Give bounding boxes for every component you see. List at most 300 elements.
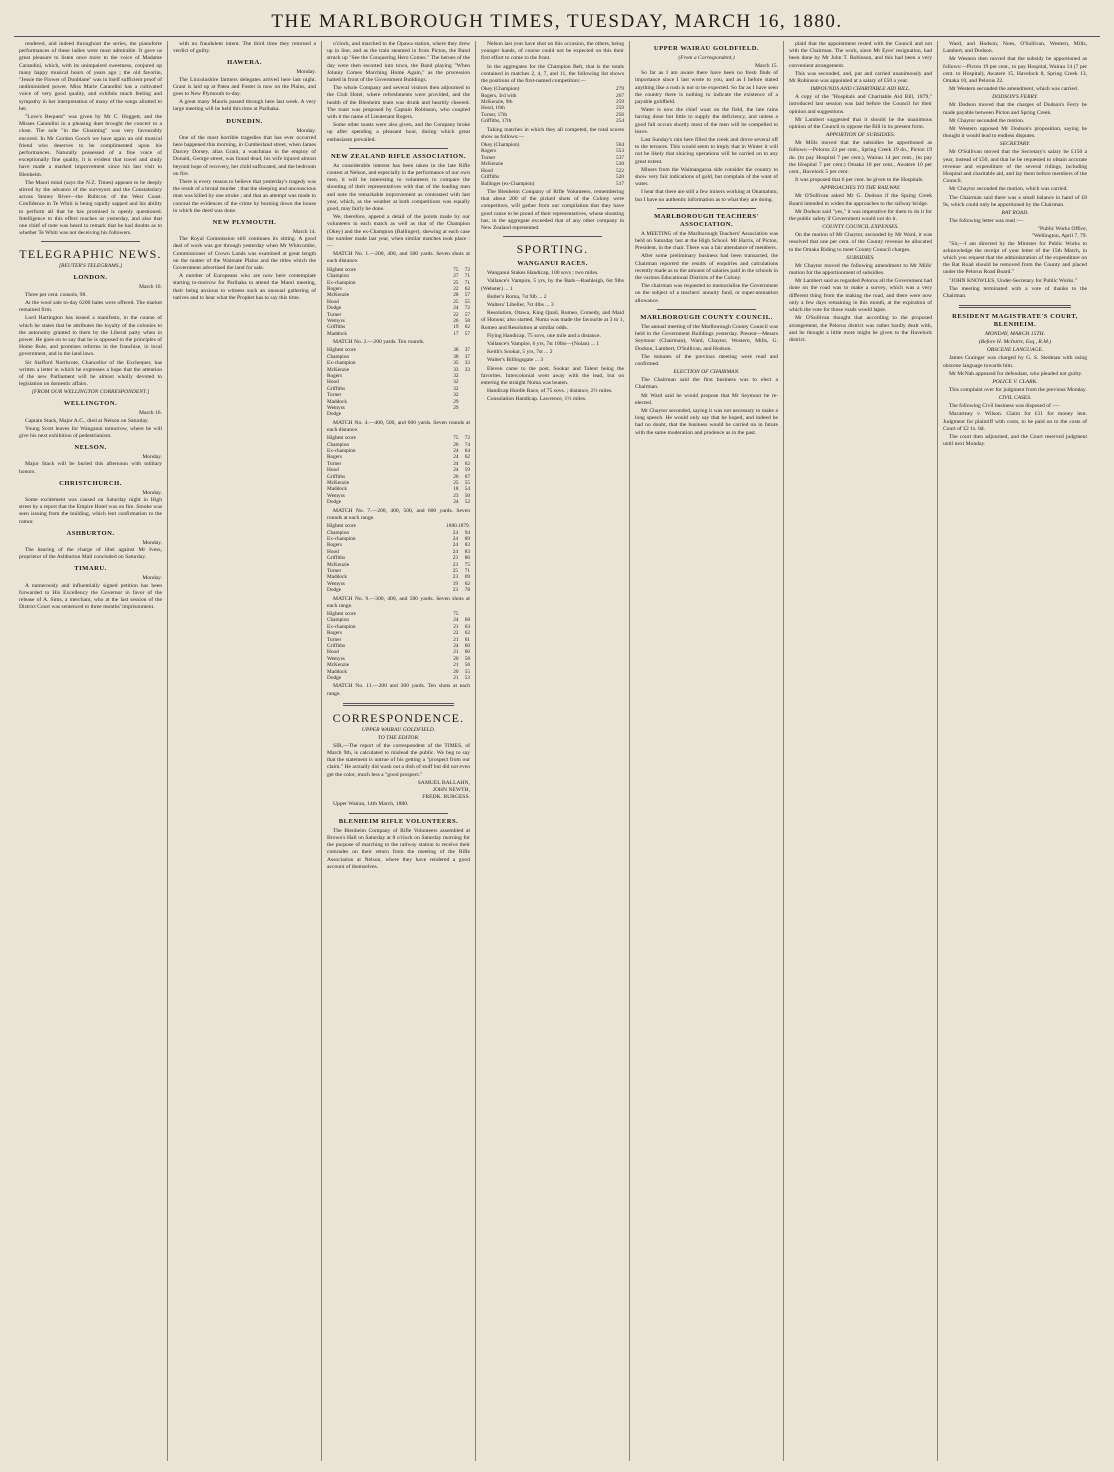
table-cell-name: Ex-champion [327, 279, 356, 286]
dateline-date: March 10. [139, 284, 162, 291]
table-cell-name: McKenzie [327, 561, 350, 568]
table-cell-score: 68 [464, 617, 470, 624]
table-cell-name: Wemyss [327, 405, 345, 412]
article-paragraph: Mr O'Sullivan asked Mr G. Dodson if the Spring Creek Board intended to widen the approaches to the railway bridge. [789, 193, 932, 207]
article-paragraph: Mr Lambert suggested that it should be the unanimous opinion of the Council to oppose the Bill in its present form. [789, 116, 932, 131]
divider [657, 309, 756, 310]
dateline-city: CHRISTCHURCH. [59, 479, 122, 487]
table-cell-name: Maddock [327, 574, 348, 581]
divider [657, 208, 756, 209]
table-cell-score: 60 [464, 643, 470, 650]
letter-date: "Wellington, April 7, 79. [1031, 233, 1087, 240]
article-paragraph: Mr O'Sullivan moved that the Secretary's salary be £150 a year, instead of £50, and that he be requested to obtain accurate revenue and expenditure of the several ridings, including Hospital and charitable aid, and lay them before members of the Council. [943, 149, 1087, 185]
article-paragraph: rendered, and indeed throughout the series, the pianoforte performances of these ladies were most admirable. It gave us great pleasure to listen once more to the voice of Madame Carandini, which, with its unimpaired sweetness, conjured up many happy musical hours of years ago ; the old favorite, "Jessie the Flower of Dunblane" was in itself sufficient proof of undiminished power. Miss Marie Carandini has a cultivated voice of very good quality, and exhibits much feeling and sympathy in her interpretation of many of the songs allotted to her. [19, 41, 162, 112]
article-paragraph: A great many Maoris passed through here last week. A very large meeting will be held this time at Parihaka. [173, 99, 316, 113]
divider [503, 236, 602, 237]
article-paragraph: A copy of the "Hospitals and Charitable Aid Bill, 1879," introduced last session was laid before the Council for their opinion and suggestions. [789, 94, 932, 115]
table-cell-name: Okey (Champion) [481, 142, 520, 149]
table-cell-score: 57 [464, 330, 470, 337]
dateline-date: Monday. [142, 575, 162, 582]
table-cell-name: Dodge [327, 305, 342, 312]
table-cell-score: 75 [453, 266, 459, 273]
table-cell-score: 62 [464, 460, 470, 467]
table-cell-score: 23 [452, 561, 459, 568]
table-cell-score: 69 [464, 574, 470, 581]
table-cell-score: 94 [464, 529, 470, 536]
dateline-city: WELLINGTON. [63, 400, 118, 408]
article-paragraph: Mr Mills moved that the subsidies be apportioned as follows:—Pelorus 23 per cent., Spring Creek 19 do., Picton 19 do. (to pay Hospital 7 per cent.), Wairau 14 per cent., (to pay the Hospital 7 per cent.) Omaka 10 per cent., Awatere 10 per cent., Havelock 5 per cent. [789, 140, 932, 176]
table-cell-score: 32 [453, 392, 459, 399]
table-cell-score: 564 [616, 142, 624, 149]
table-cell-score: 62 [464, 454, 470, 461]
dateline-date: March 16. [139, 410, 162, 417]
section-heading: MARLBOROUGH TEACHERS' ASSOCIATION. [654, 212, 759, 228]
table-cell-score: 24 [453, 499, 459, 506]
table-cell-name: Rogers [327, 372, 343, 379]
table-cell-name: Rogers [327, 630, 343, 637]
table-cell-score: 29 [453, 398, 459, 405]
table-cell-score: 32 [453, 385, 459, 392]
dateline-date: Monday. [142, 539, 162, 546]
table-cell-score: 57 [464, 292, 470, 299]
article-paragraph: Macartney v. Wilson. Claim for £11 for money lent. Judgment for plaintiff with costs, to be paid on to the costs of Court of £2 1s. 0d. [943, 411, 1087, 432]
table-cell-score [447, 411, 458, 417]
table-cell-score: 25 [453, 480, 459, 487]
article-paragraph: The Maori mind (says the N.Z. Times) appears to be deeply stirred by the advance of the surveyors and the Constabulary across Stoney River—the Rubicon of the West Coast. Confidence in Te Whiti is being rapidly sapped and his ability to perform all that he has promised is openly questioned. Intelligence to this effect reaches us yesterday, and also that one chief of note was heard to remark that he had doubts as to whether Te Whiti was not deceiving his followers. [19, 179, 162, 237]
article-paragraph: Mr Dodson moved that the charges of Dodson's Ferry be made payable between Picton and Spring Creek. [943, 102, 1087, 116]
article-paragraph: As considerable interest has been taken in the late Rifle contest at Nelson, and especially in the performance of our own men, it will be interesting to volunteers to compare the shooting of their representatives with that of the leading men and note the remarkable improvement as contrasted with last year, which, as the weather at both competitions was equally good, may fairly be done. [327, 162, 470, 213]
table-cell-score: 553 [616, 148, 624, 155]
table-cell-name: Maddock [327, 398, 348, 405]
article-paragraph: SIR,—The report of the correspondent of the TIMES, of March 9th, is calculated to mislead the public. We beg to say that the statement is untrue of his getting a "prospect from our claim." He actually did wash out a dish of stuff but did not even get the color, much less a "good prospect." [327, 742, 470, 778]
article-paragraph: Nelson last year have shot on this occasion, the others, being younger hands, of course could not be expected on this their first effort to come to the front. [481, 41, 624, 62]
table-cell-score: 21 [453, 636, 459, 643]
race-result: Vallance's Vampire, 6 yrs, 7st 10lbs—(Nolan) ... 1 [487, 340, 600, 347]
article-paragraph: So far as I am aware there have been no fresh finds of importance since I last wrote to you, and as I before stated anything like a rush is not to be expected. So far as I have seen the country there is nothing to indicate the existence of a payable goldfield. [635, 70, 778, 106]
table-cell-score: 21 [453, 623, 459, 630]
article-paragraph: "Sir,—I am directed by the Minister for Public Works to acknowledge the receipt of your letter of the 15th March, in which you request that the administration of the expenditure on the Bat Road should be removed from the County and placed under the Pelorus Road Board." [943, 240, 1087, 276]
table-cell-score: 19 [452, 580, 459, 587]
table-cell-name: Champion [327, 529, 350, 536]
article-paragraph: A MEETING of the Marlborough Teachers' Association was held on Saturday last at the High School. Mr Harris, of Picton, President, in the chair. There was a fair attendance of members. [635, 230, 778, 252]
match-title: MATCH No. 4.—400, 500, and 600 yards. Seven rounds at each distance. [327, 419, 470, 434]
table-cell-score: 33 [464, 366, 470, 373]
table-cell-score: 18 [453, 486, 459, 493]
table-cell-score: 26 [453, 441, 459, 448]
section-subheading: SECRETARY. [999, 141, 1031, 148]
table-cell-name: Griffiths [327, 643, 346, 650]
article-paragraph: Resolution, Otawa, King Quail, Romeo, Comedy, and Maid of Honour, also started. Numa was made the favourite at 3 to 1, Romeo and Resolution at similar odds. [481, 310, 624, 331]
article-paragraph: Miners from the Waimangaroa side consider the country to show very fair indications of gold, but complain of the want of water. [635, 166, 778, 188]
table-cell-name: Wemyss [327, 317, 345, 324]
masthead: THE MARLBOROUGH TIMES, TUESDAY, MARCH 16, 1880. [14, 8, 1100, 37]
table-cell-score: 50 [464, 492, 470, 499]
divider [959, 305, 1071, 308]
table-cell-score: 24 [452, 529, 459, 536]
table-cell-name: Griffiths [481, 174, 500, 181]
table-cell-score: 24 [453, 617, 459, 624]
signature: "JOHN KNOWLES, Under-Secretary for Public Works." [949, 277, 1078, 284]
match-title: MATCH No. 2.—200 yards. Ten rounds. [333, 339, 425, 346]
table-cell-score: 56 [464, 662, 470, 669]
table-cell-score: 32 [453, 379, 459, 386]
score-table [327, 523, 470, 593]
table-cell-score: 67 [464, 473, 470, 480]
table-cell-name: Dodge [327, 411, 342, 418]
table-cell-score: 259 [616, 105, 624, 112]
table-cell-score: 75 [464, 561, 470, 568]
section-heading: SPORTING. [516, 242, 589, 257]
aggregate-table [481, 86, 624, 124]
table-cell-score: 23 [452, 555, 459, 562]
article-paragraph: On the motion of Mr Chaytor, seconded by Mr Ward, it was resolved that one per cent. of the County revenue be allocated to the Omaka Riding to meet County Council charges. [789, 232, 932, 253]
article-paragraph: A number of Europeans who are now here contemplate starting to-morrow for Parihaka to attend the Maori meeting, their being anxious to witness such an unusual gathering of natives and to hear what the Prophet has to say this time. [173, 273, 316, 301]
table-cell-name: Rogers [327, 285, 343, 292]
case-heading: OBSCENE LANGUAGE. [986, 347, 1044, 354]
table-cell-score: 62 [464, 580, 470, 587]
table-cell-name: Wemyss [327, 492, 345, 499]
table-cell-name: Highest score [327, 523, 356, 530]
table-cell-name: McKenzie [481, 161, 504, 168]
table-cell-name: Highest score [327, 347, 356, 354]
section-subheading: DODSON'S FERRY. [992, 94, 1038, 101]
article-paragraph: Taking matches in which they all competed, the total scores show as follows:— [481, 126, 624, 140]
dateline-city: DUNEDIN. [226, 117, 263, 125]
race-result: Butler's Roma, 7st 9lb ... 2 [487, 293, 547, 300]
section-heading: BLENHEIM RIFLE VOLUNTEERS. [338, 817, 459, 825]
table-cell-score: 38 [453, 353, 459, 360]
table-cell-name: Hood [481, 167, 493, 174]
race-result: Walter's Billingsgate ... 3 [487, 357, 544, 364]
table-cell-score: 23 [452, 574, 459, 581]
table-cell-name: Hood [327, 649, 339, 656]
table-cell-name: Griffiths [327, 324, 346, 331]
table-cell-name: McKenzie [327, 662, 350, 669]
table-cell-score: 26 [453, 317, 459, 324]
table-cell-name: Rogers [481, 148, 497, 155]
table-cell-score: 25 [453, 279, 459, 286]
dateline-city: TIMARU. [74, 565, 107, 573]
divider [349, 148, 448, 149]
table-cell-name: Highest score [327, 435, 356, 442]
article-paragraph: Mr Lambert said as regarded Pelorus all the Government had done on the road was to make a survey, which was a very different thing from the making the road, and there were now only a few days remaining in this month, at the expiration of which the vote for those roads would lapse. [789, 278, 932, 314]
table-cell-name: Hood [327, 467, 339, 474]
article-paragraph: The following letter was read :— [949, 218, 1024, 225]
table-cell-score: 267 [616, 92, 624, 99]
article-paragraph: The chairman was requested to memorialise the Government on the subject of a teachers' annuity fund, or super-annuation allowance. [635, 283, 778, 304]
article-paragraph: Mr Western opposed Mr Dodson's proposition, saying he thought it would lead to endless disputes. [943, 126, 1087, 140]
table-cell-name: Griffiths, 17th [481, 118, 512, 125]
table-cell-name: Turner, 17th [481, 111, 508, 118]
article-paragraph: Sir Stafford Northcote, Chancellor of the Exchequer, has written a letter in which he expresses a hope that the attention of the new Parliament will be almost wholly devoted to legislation on domestic affairs. [19, 359, 162, 388]
article-paragraph: Mr Chaytor seconded, saying it was not necessary to make a long speech. He would only say that he hoped, and indeed he had no doubt, that the business would be carried on in future with the same moderation and prudence as in the past. [635, 407, 778, 436]
section-subheading: SUBSIDIES. [846, 254, 875, 261]
article-paragraph: Handicap Hurdle Race, of 75 sovs. ; distance, 2½ miles. [487, 388, 613, 395]
article-paragraph: The whole Company and several visitors then adjourned to the Club Hotel, where refreshments were provided, and the health of the Blenheim team was drunk and heartily cheered. The toast was proposed by Captain Robinson, who coupled with it the name of Lieutenant Rogers. [327, 85, 470, 121]
table-cell-score: 25 [453, 298, 459, 305]
article-paragraph: Water is now the chief want on the field, the late rains having done but little to supply the deficiency, and unless a good fall occurs shortly most of the men will be compelled to leave. [635, 107, 778, 135]
section-heading: UPPER WAIRAU GOLDFIELD. [653, 45, 760, 52]
table-cell-score: 33 [464, 360, 470, 367]
table-cell-score: 21 [453, 675, 459, 682]
table-cell-score: 62 [464, 285, 470, 292]
table-cell-name: Hood, 16th [481, 105, 505, 112]
table-row [481, 181, 624, 187]
article-paragraph: Mr McNab appeared for defendant, who pleaded not guilty. [949, 370, 1083, 377]
table-cell-score: 24 [453, 305, 459, 312]
article-paragraph: James Grainger was charged by G. S. Stedman with using obscene language towards him. [943, 355, 1087, 369]
table-cell-score: 74 [464, 441, 470, 448]
signature: JOHN NEWTH, [432, 787, 470, 794]
article-paragraph: Some other toasts were also given, and the Company broke up after spending a pleasant hour, during which great enthusiasm prevailed. [327, 122, 470, 143]
table-cell-score: 19 [453, 324, 459, 331]
table-cell-name: McKenzie, 9th [481, 99, 513, 106]
table-cell-score: 35 [453, 360, 459, 367]
article-paragraph: Some excitement was caused on Saturday night in High street by a report that the Empire Hotel was on fire. Smoke was seen issuing from the building, which lent confirmation to the rumor. [19, 496, 162, 525]
section-heading: NEW ZEALAND RIFLE ASSOCIATION. [331, 152, 466, 160]
article-paragraph: Mr Chaytor seconded the motion. [949, 117, 1025, 124]
table-cell-score: 1879. [458, 523, 470, 530]
dateline-date: Monday. [296, 69, 316, 76]
table-cell-score: 24 [453, 454, 459, 461]
article-paragraph: Last Sunday's rain here filled the creek and drove several off to the terraces. This would seem to imply that in Winter it will not be likely that sluicing operations will be carried on to any great extent. [635, 137, 778, 165]
table-cell-name: Okey (Champion) [481, 86, 520, 93]
table-cell-name: Wemyss [327, 655, 345, 662]
dateline-date: Monday. [296, 127, 316, 134]
race-result: Vallance's Vampire, 5 yrs, by the Bark—Rashleigh, 6st 9lbs (Webster) ... 1 [481, 278, 624, 292]
table-cell-score: 57 [464, 311, 470, 318]
table-cell-name: Ex-champion [327, 623, 356, 630]
article-paragraph: Upper Wairau, 14th March, 1880. [333, 801, 409, 808]
article-paragraph: The hearing of the charge of libel against Mr Ivess, proprietor of the Ashburton Mail concluded on Saturday. [19, 546, 162, 561]
table-row [481, 118, 624, 124]
article-paragraph: In the aggregates for the Champion Belt, that is the totals contained in matches 2, 4, 7, and 11, the following list shows the positions of the first-named competitors:— [481, 63, 624, 85]
table-cell-score: 256 [616, 111, 624, 118]
column-4 [476, 41, 630, 1461]
article-paragraph: Young Scott leaves for Wanganui tomorrow, where he will give his next exhibition of pedestrianism. [19, 425, 162, 439]
dateline-date: Monday. [142, 454, 162, 461]
table-cell-score: 71 [464, 273, 470, 280]
table-cell-name: Turner [327, 567, 342, 574]
table-cell-score: 58 [464, 317, 470, 324]
article-paragraph: After some preliminary business had been transacted, the Chairman reported the results of enquiries and calculations recently made as to the amount of salaries paid in the schools in the various Educational Districts of the Colony. [635, 253, 778, 282]
table-cell-score: 24 [453, 448, 459, 455]
table-cell-score: 522 [616, 167, 624, 174]
score-table [327, 267, 470, 337]
dateline-city: NELSON. [74, 444, 107, 452]
table-cell-score: 75 [453, 610, 459, 617]
score-table [327, 611, 470, 681]
table-cell-name: Turner [327, 636, 342, 643]
table-cell-name: Champion [327, 441, 350, 448]
table-cell-name: Champion [327, 617, 350, 624]
table-cell-score: 63 [464, 623, 470, 630]
article-paragraph: A numerously and influentially signed petition has been forwarded to His Excellency the Governor in favor of the release of A. Sims, a merchant, who at the last session of the District Court was sentenced to three months' imprisonment. [19, 582, 162, 611]
article-paragraph: One of the most horrible tragedies that has ever occurred here happened this morning, in Cumberland street, when James Darcey Dorsey, alias Grant, a watchman in the employ of Donald, George street, was found dead, his wife injured almost beyond hope of recovery, her child suffocated, and the bedroom on fire. [173, 134, 316, 177]
table-cell-score: 520 [616, 174, 624, 181]
article-paragraph: The Royal Commission still continues its sitting. A good deal of work was got through yesterday when Mr Whitcombe, Commissioner of Crown Lands was examined at great length on the matter of the Waimate Plains and the titles which the Government advertised the land for sale. [173, 236, 316, 272]
table-cell-name: Hood [327, 548, 339, 555]
table-cell-score: 254 [616, 118, 624, 125]
article-paragraph: Eleven came to the post, Sookar and Talent being the favorites. Intercolonial went away with the lead, but on entering the straight Numa was beaten. [481, 365, 624, 386]
table-cell-score: 37 [464, 353, 470, 360]
table-cell-score: 89 [464, 535, 470, 542]
article-paragraph: Flying Handicap, 75 sovs, one mile and a distance. [487, 332, 601, 339]
table-cell-score: 22 [453, 285, 459, 292]
table-cell-name: Griffiths [327, 555, 346, 562]
table-cell-name: Maddock [327, 330, 348, 337]
table-cell-score: 530 [616, 161, 624, 168]
table-cell-score: 29 [453, 405, 459, 412]
table-row [327, 675, 470, 681]
section-heading: MARLBOROUGH COUNTY COUNCIL. [640, 313, 773, 321]
table-cell-score: 21 [453, 662, 459, 669]
article-paragraph: Captain Stack, Major A.C., died at Nelson on Saturday. [25, 417, 149, 424]
table-cell-name: Ex-champion [327, 535, 356, 542]
case-heading: CIVIL CASES. [998, 395, 1032, 402]
score-table [327, 347, 470, 417]
table-cell-score: 78 [464, 587, 470, 594]
article-paragraph: I hear that there are still a few miners working at Onamalutu, but I have no authentic information as to what they are doing. [635, 189, 778, 203]
article-paragraph: The court then adjourned, and the Court reserved judgment until next Monday. [943, 433, 1087, 448]
table-cell-score: 55 [464, 298, 470, 305]
article-paragraph: This complaint over for judgment from the previous Monday. [949, 386, 1087, 393]
section-heading: CORRESPONDENCE. [332, 710, 465, 725]
table-cell-score: 28 [453, 292, 459, 299]
article-paragraph: The Chairman said there was a small balance in hand of £8 9s, which could only be apportioned by the Chairman. [943, 194, 1087, 208]
table-cell-score: 53 [464, 675, 470, 682]
table-cell-score: 54 [464, 486, 470, 493]
article-paragraph: Mr Ward said he would propose that Mr Seymour be re-elected. [635, 392, 778, 406]
section-heading: TELEGRAPHIC NEWS. [19, 247, 162, 262]
table-cell-score: 37 [464, 347, 470, 354]
article-paragraph: "Love's Request" was given by Mr C. Hoggett, and the Misses Carandini in a pleasing duet brought the concert to a close. The sole "in the Gloaming" was very favourably encored. In Mr Gordon Gooch we have again an old musical friend who deserves to be complimented upon his performances. Naturally possessed of a fine voice of exceptionally fine quality, it is evident that travel and study have made a marked improvement since his last visit to Blenheim. [19, 114, 162, 178]
table-cell-score: 26 [453, 473, 459, 480]
column-2 [168, 41, 322, 1461]
letter-address: "Public Works Office, [1037, 226, 1087, 233]
dateline-date: March 14. [293, 229, 316, 236]
table-cell-score: 71 [464, 567, 470, 574]
table-cell-score: 27 [453, 273, 459, 280]
table-cell-score: 72 [464, 305, 470, 312]
article-paragraph: Mr Chaytor seconded the motion, which was carried. [949, 186, 1068, 193]
section-subheading: BAT ROAD. [1001, 210, 1029, 217]
article-paragraph: The following Civil business was disposed of :— [949, 403, 1060, 410]
section-subheading: APPROACHES TO THE RAILWAY. [820, 185, 901, 192]
table-row [327, 587, 470, 593]
table-cell-score: 32 [453, 372, 459, 379]
dateline-city: LONDON. [73, 274, 108, 282]
table-cell-name: Ex-champion [327, 360, 356, 367]
race-result: Walters' Libeller, 7st 4lbs ... 3 [487, 301, 554, 308]
table-cell-score: 83 [464, 548, 470, 555]
article-paragraph: There is every reason to believe that yesterday's tragedy was the result of a brutal murder ; that the sleeping and unconscious man was killed by one stroke ; and that an attempt was made to conceal the evidences of the crime by burning down the house in which the deed was done. [173, 179, 316, 214]
column-6 [784, 41, 938, 1461]
table-cell-score: 86 [464, 555, 470, 562]
dateline-city: ASHBURTON. [66, 529, 115, 537]
section-subheading: COUNTY COUNCIL EXPENSES. [822, 224, 899, 231]
table-cell-name: Highest score [327, 266, 356, 273]
article-paragraph: plaid that the appointment rested with the Council and not with the Chairman. The work, since Mr Eyes' resignation, had been done by Mr John T. Robinson, and this had been a very convenient arrangement. [789, 41, 932, 69]
table-cell-name: Rogers, 3rd with [481, 92, 517, 99]
table-cell-score: 21 [453, 649, 459, 656]
article-paragraph: Mr Chaytor moved the following amendment to Mr Mills' motion for the apportionment of subsidies. [789, 262, 932, 277]
table-cell-score: 55 [464, 480, 470, 487]
table-cell-score: 22 [453, 630, 459, 637]
table-cell-name: Wemyss [327, 580, 345, 587]
table-cell-score: 24 [452, 535, 459, 542]
table-cell-name: Highest score [327, 610, 356, 617]
table-cell-score: 64 [464, 448, 470, 455]
match-title: MATCH No. 1.—200, 400, and 500 yards. Seven shots at each distance. [327, 251, 470, 265]
table-cell-score: 25 [452, 567, 459, 574]
table-cell-score: 33 [453, 366, 459, 373]
section-subheading: [REUTER'S TELEGRAMS.] [58, 263, 123, 270]
table-cell-name: Turner [327, 460, 342, 467]
divider [349, 813, 448, 814]
section-subheading: ELECTION OF CHAIRMAN. [673, 369, 740, 376]
table-cell-score: 23 [452, 587, 459, 594]
dateline-date: Monday. [142, 489, 162, 496]
match-title: MATCH No. 9.—300, 400, and 500 yards. Seven shots at each range. [327, 595, 470, 609]
match-title: MATCH No. 7.—200, 400, 500, and 600 yards. Seven rounds at each range. [327, 507, 470, 521]
table-cell-name: Turner [481, 154, 496, 161]
section-subheading: APPORTION OF SUBSIDIES. [825, 132, 896, 139]
table-row [327, 499, 470, 505]
table-cell-score: 24 [453, 467, 459, 474]
article-paragraph: Mr O'Sullivan thought that according to the proposed arrangement, the Pelorus district was rather hardly dealt with, and he thought a little more might be given to the Havelock district. [789, 315, 932, 343]
score-table [327, 435, 470, 505]
dateline-date: March 15. [755, 63, 778, 69]
table-cell-score: 59 [464, 467, 470, 474]
table-cell-name: Champion [327, 273, 350, 280]
dateline-city: HAWERA. [227, 59, 262, 67]
article-paragraph: Lord Hartington has issued a manifesto, in the course of which he states that he attributes the loyalty of the colonies to the autonomy granted to them by the Liberal party when in power. He goes on to say that he is opposed to the principles of Home Rule, and promises reforms in the franchise, in local government, and in the land laws. [19, 315, 162, 358]
table-row [327, 411, 470, 417]
article-paragraph: Three per cent. consols, 98. [25, 291, 87, 298]
table-cell-score: 24 [452, 548, 459, 555]
table-cell-score: 537 [616, 154, 624, 161]
table-cell-name: Turner [327, 392, 342, 399]
table-cell-name: Ex-champion [327, 448, 356, 455]
table-cell-name: McKenzie [327, 480, 350, 487]
table-cell-score: 62 [464, 324, 470, 331]
table-cell-score: 24 [452, 542, 459, 549]
case-heading: POLICE V. CLARK. [992, 378, 1038, 385]
table-cell-name: Dodge [327, 675, 342, 682]
column-5 [630, 41, 784, 1461]
section-subheading: (Before H. McIntire, Esq., R.M.) [978, 339, 1052, 346]
article-paragraph: It was proposed that 6 per cent. be given to the Hospitals. [795, 177, 924, 184]
section-subheading: [FROM OUR WELLINGTON CORRESPONDENT.] [31, 389, 150, 396]
table-cell-score: 1880. [446, 523, 459, 530]
signature: SAMUEL BALLAHN, [417, 779, 470, 786]
table-cell-name: Griffiths [327, 473, 346, 480]
table-cell-score: 24 [453, 460, 459, 467]
table-row [327, 331, 470, 337]
table-cell-score: 72 [464, 435, 470, 442]
section-heading: RESIDENT MAGISTRATE'S COURT, BLENHEIM. [952, 313, 1078, 329]
table-cell-score [459, 411, 470, 417]
table-cell-score: 22 [453, 311, 459, 318]
table-cell-name: Rogers [327, 542, 343, 549]
article-paragraph: Ward, and Hodson; Noes, O'Sullivan, Western, Mills, Lambert, and Dodson. [943, 41, 1087, 55]
section-date: MONDAY, MARCH 15TH. [985, 331, 1045, 338]
table-cell-name: Hood [327, 298, 339, 305]
table-cell-name: Maddock [327, 668, 348, 675]
article-paragraph: Mr Western seconded the amendment, which was carried. [949, 86, 1079, 93]
column-7 [938, 41, 1092, 1461]
